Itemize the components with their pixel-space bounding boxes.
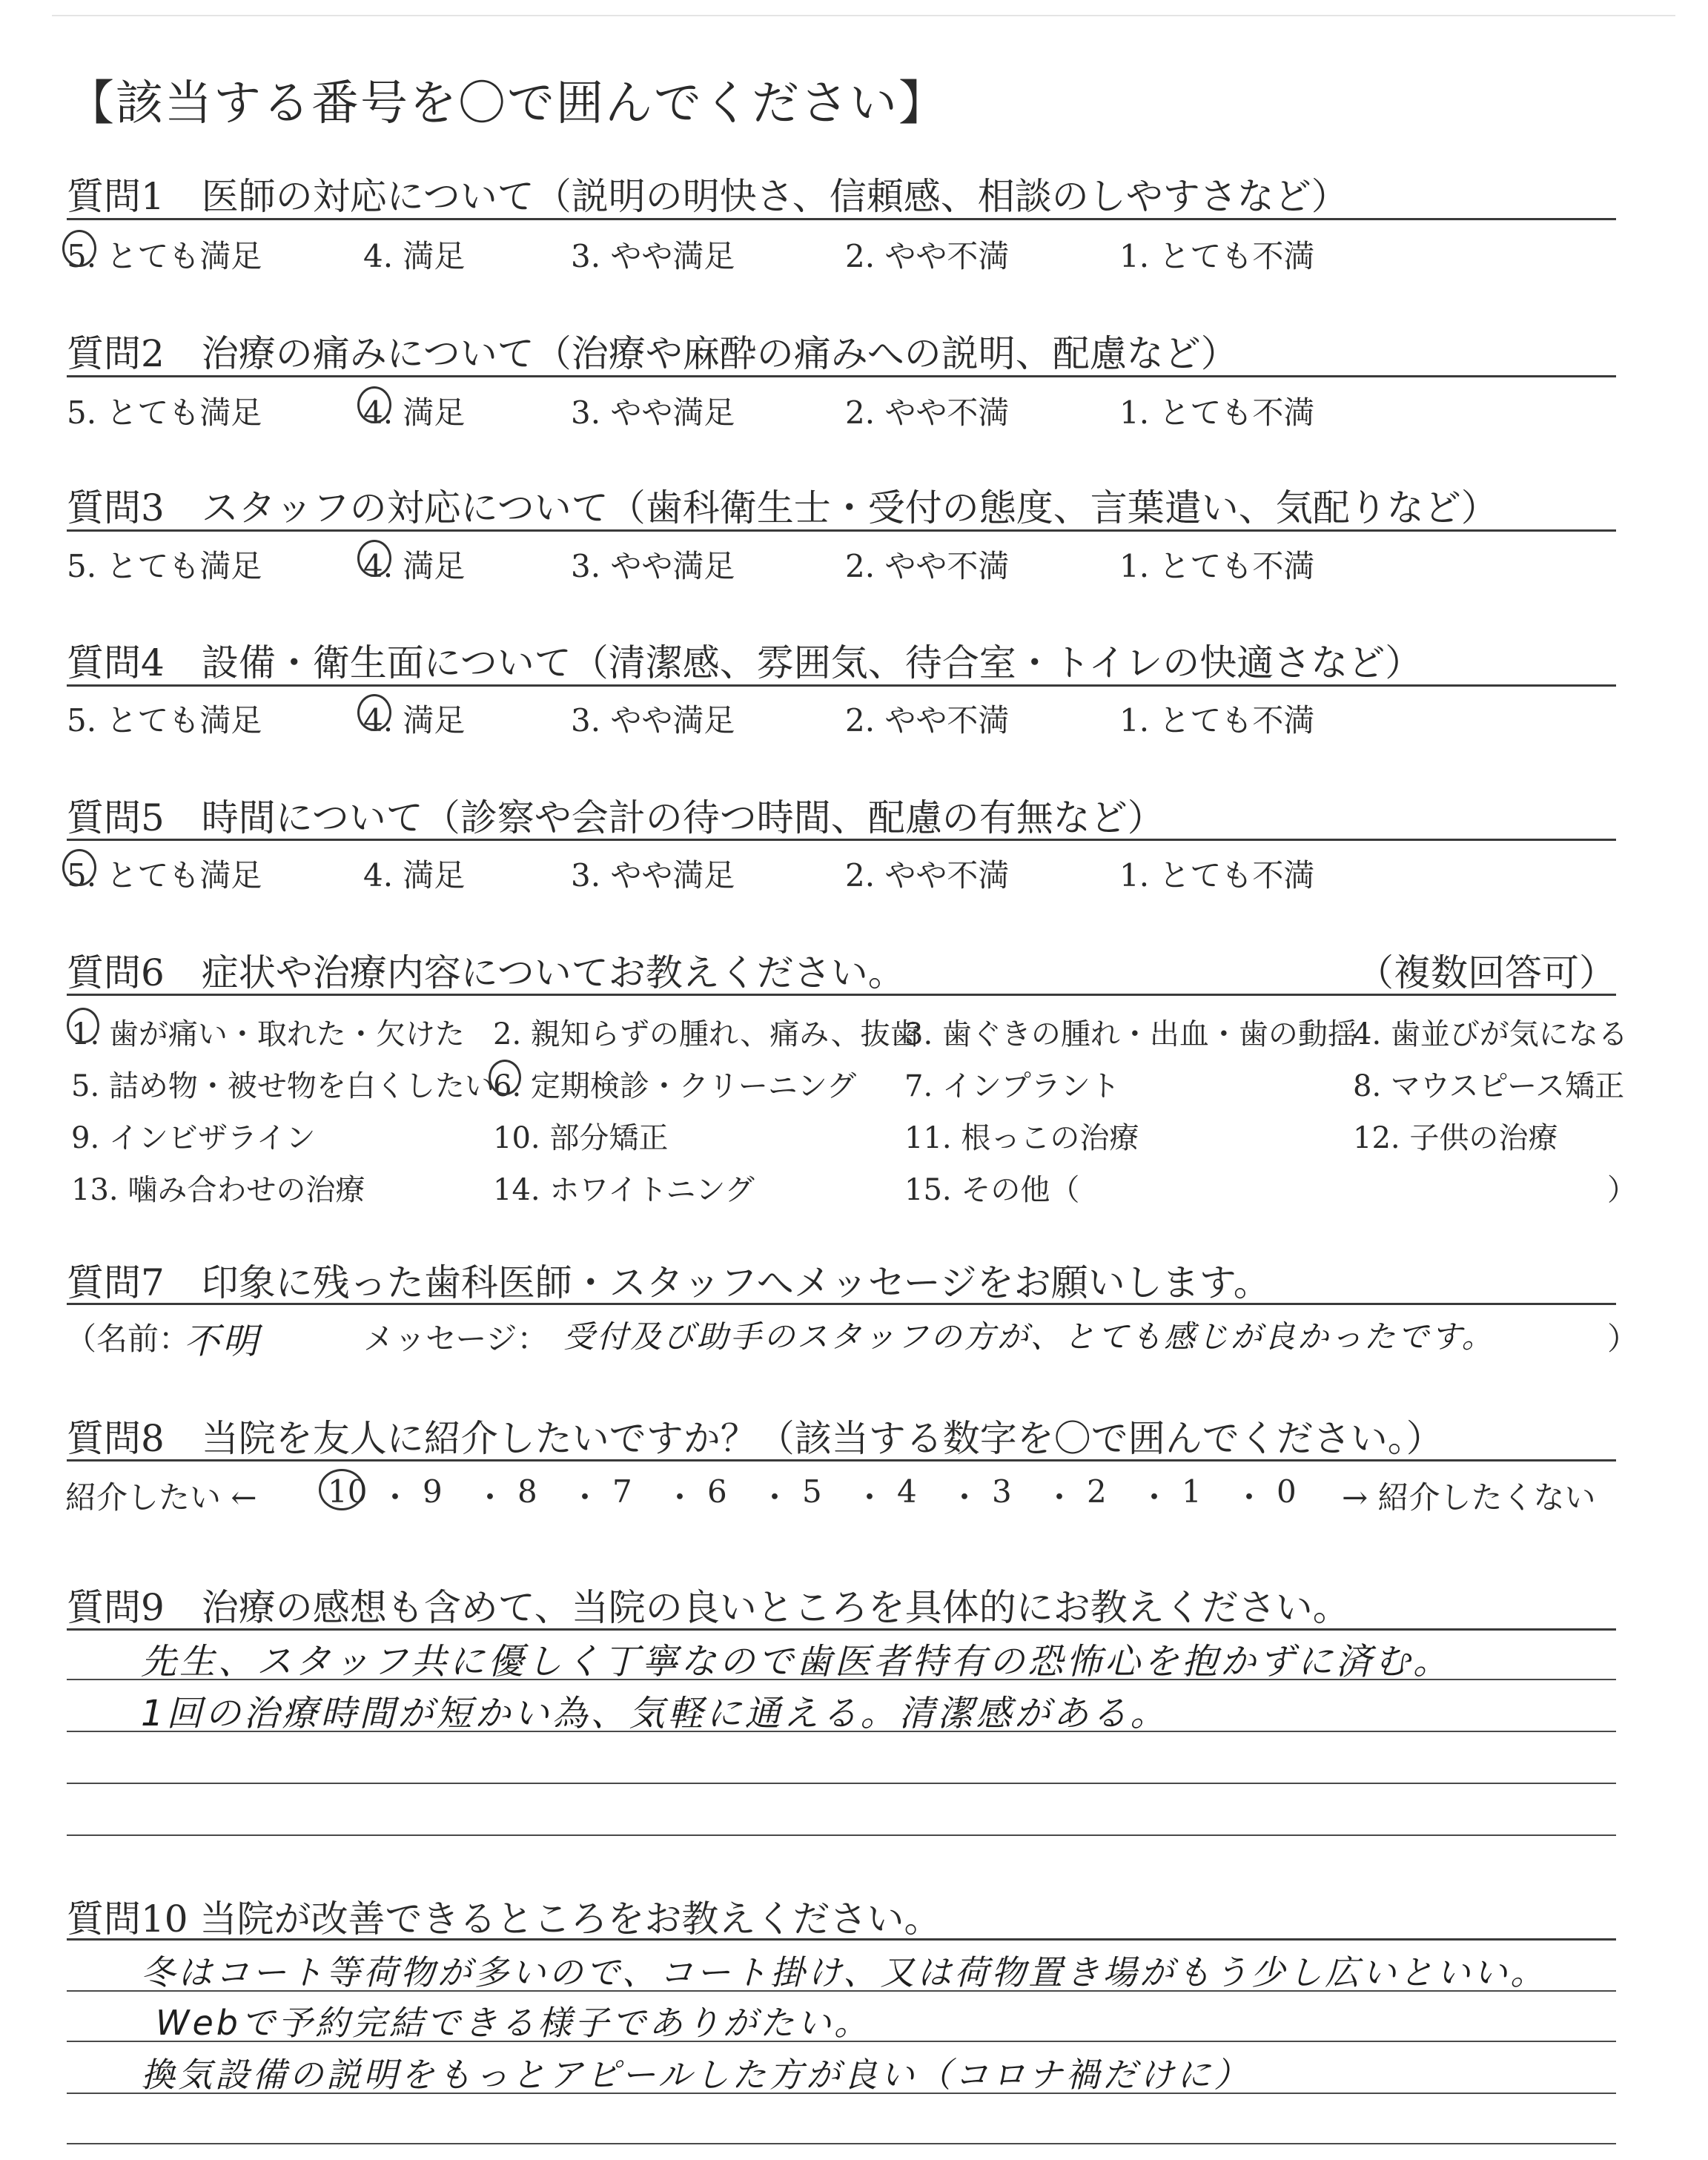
q6-option-4[interactable]: 4. 歯並びが気になる: [1353, 1017, 1628, 1051]
top-border: [52, 15, 1675, 16]
q8-scale-separator: ・: [569, 1479, 601, 1516]
q8-scale-value[interactable]: 9: [423, 1473, 443, 1510]
q6-option-11[interactable]: 11. 根っこの治療: [904, 1121, 1139, 1155]
q8-scale-value[interactable]: 5: [802, 1473, 822, 1510]
q9-line-2: [67, 1731, 1616, 1732]
q5-option-3[interactable]: 3. やや満足: [571, 857, 735, 894]
q8-scale-separator: ・: [1139, 1479, 1171, 1516]
q8-title: 質問8 当院を友人に紹介したいですか？（該当する数字を〇で囲んでください。）: [67, 1417, 1443, 1460]
q3-title: 質問3 スタッフの対応について（歯科衛生士・受付の態度、言葉遣い、気配りなど）: [67, 486, 1498, 529]
q9-line-1: [67, 1679, 1616, 1680]
q8-rule: [67, 1459, 1616, 1462]
q8-right-label: → 紹介したくない: [1342, 1479, 1596, 1516]
q8-scale-separator: ・: [380, 1479, 411, 1516]
q6-option-8[interactable]: 8. マウスピース矯正: [1353, 1069, 1625, 1103]
q6-option-5[interactable]: 5. 詰め物・被せ物を白くしたい: [71, 1069, 494, 1103]
q2-rule: [67, 375, 1616, 377]
q3-option-1[interactable]: 1. とても不満: [1119, 548, 1315, 584]
q5-title: 質問5 時間について（診察や会計の待つ時間、配慮の有無など）: [67, 796, 1165, 839]
q6-option-7[interactable]: 7. インプラント: [904, 1069, 1120, 1103]
q9-answer-line-1[interactable]: 先生、スタッフ共に優しく丁寧なので歯医者特有の恐怖心を抱かずに済む。: [141, 1641, 1452, 1682]
q4-option-2[interactable]: 2. やや不満: [845, 702, 1010, 739]
q8-scale-value[interactable]: 10: [328, 1473, 368, 1510]
q6-option-14[interactable]: 14. ホワイトニング: [493, 1173, 755, 1207]
q10-rule: [67, 1938, 1616, 1941]
q3-selection-circle: [357, 540, 391, 577]
q2-title: 質問2 治療の痛みについて（治療や麻酔の痛みへの説明、配慮など）: [67, 332, 1238, 375]
q4-title: 質問4 設備・衛生面について（清潔感、雰囲気、待合室・トイレの快適さなど）: [67, 641, 1423, 684]
q3-option-2[interactable]: 2. やや不満: [845, 548, 1010, 584]
q8-scale-value[interactable]: 8: [517, 1473, 537, 1510]
q9-title: 質問9 治療の感想も含めて、当院の良いところを具体的にお教えください。: [67, 1586, 1350, 1629]
q8-scale-separator: ・: [474, 1479, 506, 1516]
q10-line-1: [67, 1990, 1616, 1992]
q2-option-4[interactable]: 4. 満足: [363, 394, 466, 431]
q8-scale-separator: ・: [949, 1479, 981, 1516]
q3-option-5[interactable]: 5. とても満足: [67, 548, 262, 584]
q6-title: 質問6 症状や治療内容についてお教えください。: [67, 951, 905, 994]
q6-option-1[interactable]: 1. 歯が痛い・取れた・欠けた: [71, 1017, 465, 1051]
q7-name-value[interactable]: 不明: [184, 1321, 262, 1362]
q8-left-label: 紹介したい ←: [65, 1479, 257, 1516]
q2-selection-circle: [357, 386, 391, 423]
q5-rule: [67, 839, 1616, 841]
q5-option-2[interactable]: 2. やや不満: [845, 857, 1010, 894]
q5-option-1[interactable]: 1. とても不満: [1119, 857, 1315, 894]
q8-scale-separator: ・: [664, 1479, 696, 1516]
q4-option-4[interactable]: 4. 満足: [363, 702, 466, 739]
q5-option-4[interactable]: 4. 満足: [363, 857, 466, 894]
q1-option-3[interactable]: 3. やや満足: [571, 238, 735, 274]
q8-scale-value[interactable]: 2: [1087, 1473, 1107, 1510]
q6-selection-circle-6: [489, 1060, 521, 1095]
q6-option-2[interactable]: 2. 親知らずの腫れ、痛み、抜歯: [493, 1017, 920, 1051]
q7-close-paren: ）: [1607, 1321, 1639, 1357]
q4-rule: [67, 684, 1616, 687]
q7-title: 質問7 印象に残った歯科医師・スタッフへメッセージをお願いします。: [67, 1261, 1271, 1304]
q4-option-3[interactable]: 3. やや満足: [571, 702, 735, 739]
q7-message-value[interactable]: 受付及び助手のスタッフの方が、とても感じが良かったです。: [563, 1318, 1495, 1355]
q10-line-3: [67, 2093, 1616, 2094]
q7-message-label: メッセージ：: [363, 1321, 549, 1357]
q6-other-close: ）: [1607, 1173, 1637, 1207]
q4-option-5[interactable]: 5. とても満足: [67, 702, 262, 739]
q1-option-1[interactable]: 1. とても不満: [1119, 238, 1315, 274]
q6-option-10[interactable]: 10. 部分矯正: [493, 1121, 669, 1155]
q3-option-3[interactable]: 3. やや満足: [571, 548, 735, 584]
q8-scale-value[interactable]: 1: [1182, 1473, 1202, 1510]
q3-option-4[interactable]: 4. 満足: [363, 548, 466, 584]
q6-multi-answer-note: （複数回答可）: [1357, 951, 1616, 994]
q6-option-13[interactable]: 13. 噛み合わせの治療: [71, 1173, 365, 1207]
q8-scale-value[interactable]: 6: [707, 1473, 727, 1510]
q1-option-4[interactable]: 4. 満足: [363, 238, 466, 274]
q5-option-5[interactable]: 5. とても満足: [67, 857, 262, 894]
q10-answer-line-2[interactable]: Webで予約完結できる様子でありがたい。: [156, 2003, 871, 2043]
q8-scale-value[interactable]: 0: [1277, 1473, 1297, 1510]
q10-answer-line-3[interactable]: 換気設備の説明をもっとアピールした方が良い（コロナ禍だけに）: [141, 2055, 1251, 2095]
q10-title: 質問10 当院が改善できるところをお教えください。: [67, 1898, 941, 1941]
q8-scale-value[interactable]: 3: [992, 1473, 1012, 1510]
q8-scale-separator: ・: [1234, 1479, 1265, 1516]
q1-option-2[interactable]: 2. やや不満: [845, 238, 1010, 274]
q10-line-2: [67, 2041, 1616, 2042]
q6-option-15[interactable]: 15. その他（: [904, 1173, 1080, 1207]
q6-option-12[interactable]: 12. 子供の治療: [1353, 1121, 1558, 1155]
q3-rule: [67, 529, 1616, 532]
q1-option-5[interactable]: 5. とても満足: [67, 238, 262, 274]
q6-option-3[interactable]: 3. 歯ぐきの腫れ・出血・歯の動揺: [904, 1017, 1357, 1051]
q9-line-4: [67, 1834, 1616, 1836]
q2-option-3[interactable]: 3. やや満足: [571, 394, 735, 431]
q8-scale-value[interactable]: 7: [612, 1473, 632, 1510]
q9-answer-line-2[interactable]: 1回の治療時間が短かい為、気軽に通える。清潔感がある。: [141, 1693, 1169, 1734]
q7-name-label: （名前：: [65, 1321, 191, 1357]
q9-rule: [67, 1628, 1616, 1631]
q6-selection-circle-1: [67, 1008, 99, 1043]
q8-scale-value[interactable]: 4: [897, 1473, 917, 1510]
q1-title: 質問1 医師の対応について（説明の明快さ、信頼感、相談のしやすさなど）: [67, 175, 1348, 218]
q4-selection-circle: [357, 694, 391, 731]
q8-scale-separator: ・: [1044, 1479, 1076, 1516]
q4-option-1[interactable]: 1. とても不満: [1119, 702, 1315, 739]
q6-option-9[interactable]: 9. インビザライン: [71, 1121, 316, 1155]
q8-scale-separator: ・: [759, 1479, 791, 1516]
q8-scale-separator: ・: [854, 1479, 886, 1516]
page-header: 【該当する番号を〇で囲んでください】: [67, 76, 947, 131]
q2-option-1[interactable]: 1. とても不満: [1119, 394, 1315, 431]
q1-rule: [67, 218, 1616, 220]
q2-option-2[interactable]: 2. やや不満: [845, 394, 1010, 431]
q5-selection-circle: [62, 849, 96, 886]
q6-rule: [67, 994, 1616, 996]
q10-answer-line-1[interactable]: 冬はコート等荷物が多いので、コート掛け、又は荷物置き場がもう少し広いといい。: [141, 1952, 1548, 1992]
q1-selection-circle: [62, 230, 96, 267]
q2-option-5[interactable]: 5. とても満足: [67, 394, 262, 431]
q6-option-6[interactable]: 6. 定期検診・クリーニング: [493, 1069, 857, 1103]
q9-line-3: [67, 1783, 1616, 1784]
q7-rule: [67, 1303, 1616, 1305]
q10-line-4: [67, 2143, 1616, 2144]
